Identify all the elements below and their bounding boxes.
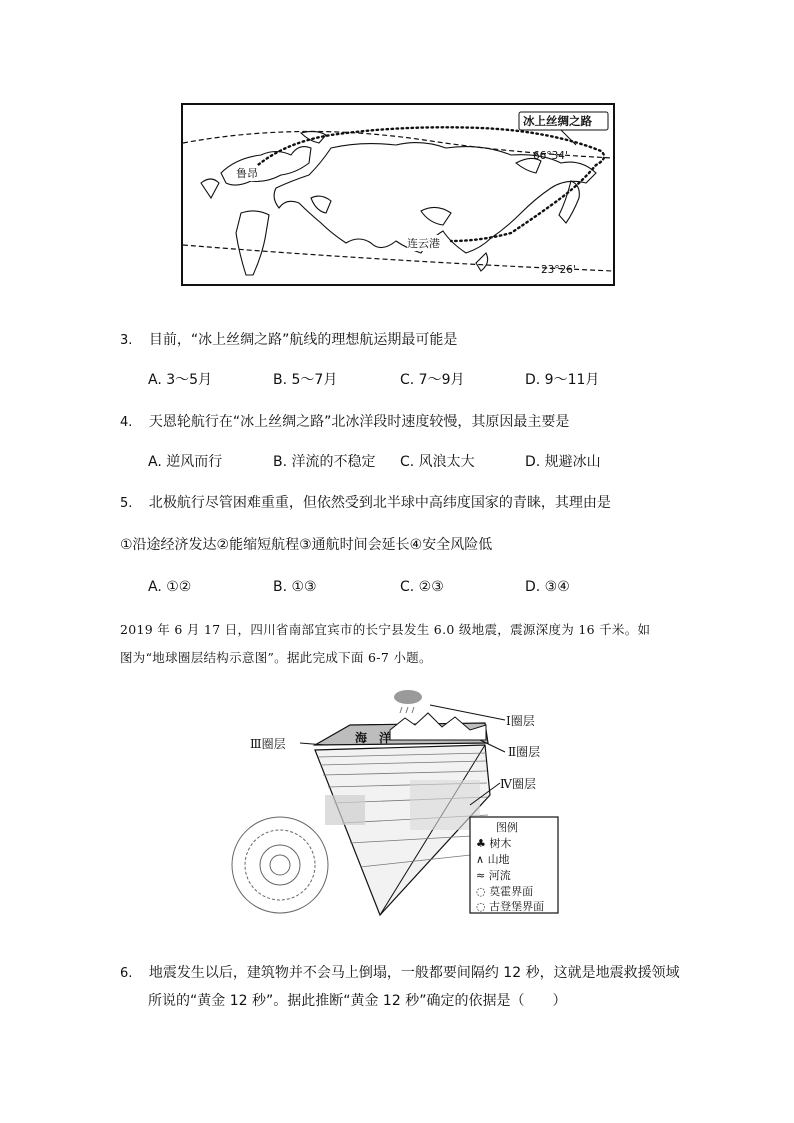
arctic-route-map: [181, 103, 615, 286]
city-label-rouen: 鲁昂: [236, 167, 258, 180]
question-5: [120, 493, 611, 514]
cloud-icon: [394, 690, 422, 704]
tropic-label: 23°26': [541, 264, 576, 276]
intro-line-1: 2019 年 6 月 17 日，四川省南部宜宾市的长宁县发生 6.0 级地震，震源深度为 16 千米。如: [120, 622, 651, 637]
legend-label: 山地: [487, 853, 510, 866]
map-frame: [182, 104, 614, 285]
core-circles: [232, 817, 328, 913]
q4-option-b: B. 洋流的不稳定: [273, 454, 376, 470]
q5-option-c: C. ②③: [400, 579, 444, 595]
q3-option-b: B. 5～7月: [273, 372, 338, 388]
question-3: [120, 330, 457, 351]
intro-line-2: 图为“地球圈层结构示意图”。据此完成下面 6-7 小题。: [120, 650, 432, 665]
question-number: 5.: [120, 496, 133, 511]
q3-option-d: D. 9～11月: [525, 372, 600, 388]
river-icon: ≈: [476, 869, 489, 882]
earth-spheres-diagram: [230, 685, 570, 925]
question-text: 目前，“冰上丝绸之路”航线的理想航运期最可能是: [148, 332, 458, 348]
label-sphere-1: Ⅰ圈层: [506, 714, 535, 728]
q5-option-d: D. ③④: [525, 579, 570, 595]
q5-statements: ①沿途经济发达②能缩短航程③通航时间会延长④安全风险低: [120, 537, 493, 553]
question-number: 4.: [120, 415, 133, 430]
question-text: 北极航行尽管困难重重，但依然受到北半球中高纬度国家的青睐，其理由是: [148, 495, 611, 511]
label-sphere-2: Ⅱ圈层: [508, 745, 541, 759]
legend-label: 河流: [488, 869, 511, 882]
question-text: 天恩轮航行在“冰上丝绸之路”北冰洋段时速度较慢，其原因最主要是: [148, 414, 570, 430]
question-number: 3.: [120, 333, 133, 348]
label-ocean: 海 洋: [355, 731, 392, 745]
city-label-lianyungang: 连云港: [407, 237, 440, 250]
dashed-circle-icon: ◌: [476, 885, 490, 898]
q4-option-a: A. 逆风而行: [148, 454, 223, 470]
inner-shade: [325, 795, 365, 825]
legend-item-gutenberg: [476, 898, 544, 914]
q5-option-a: A. ①②: [148, 579, 192, 595]
label-sphere-4: Ⅳ圈层: [500, 777, 536, 791]
legend-title: 图例: [496, 821, 518, 834]
legend-item-mountain: [476, 851, 510, 867]
map-svg: [181, 103, 615, 286]
legend-label: 树木: [489, 837, 512, 850]
mountain-icon: ∧: [476, 853, 488, 866]
q4-option-d: D. 规避冰山: [525, 454, 601, 470]
legend-item-tree: [476, 835, 511, 851]
rain-icon: [400, 707, 414, 713]
legend-label: 古登堡界面: [489, 900, 545, 913]
question-6-line-2: 所说的“黄金 12 秒”。据此推断“黄金 12 秒”确定的依据是（ ）: [148, 993, 567, 1009]
q3-option-a: A. 3～5月: [148, 372, 213, 388]
q3-option-c: C. 7～9月: [400, 372, 465, 388]
dashed-circle-icon: ◌: [476, 900, 490, 913]
question-text-line-1: 地震发生以后，建筑物并不会马上倒塌，一般都要间隔约 12 秒，这就是地震救援领域: [148, 965, 680, 981]
legend-item-moho: [476, 883, 533, 899]
question-number: 6.: [120, 966, 133, 981]
legend-item-river: [476, 867, 511, 883]
q4-option-c: C. 风浪太大: [400, 454, 475, 470]
q5-option-b: B. ①③: [273, 579, 317, 595]
question-6: [120, 963, 680, 984]
route-label: 冰上丝绸之路: [523, 114, 592, 128]
question-4: [120, 412, 569, 433]
label-sphere-3: Ⅲ圈层: [250, 737, 286, 751]
tree-icon: ♣: [476, 837, 490, 850]
legend-label: 莫霍界面: [489, 885, 534, 898]
arctic-circle-label: 66°34': [533, 150, 568, 162]
